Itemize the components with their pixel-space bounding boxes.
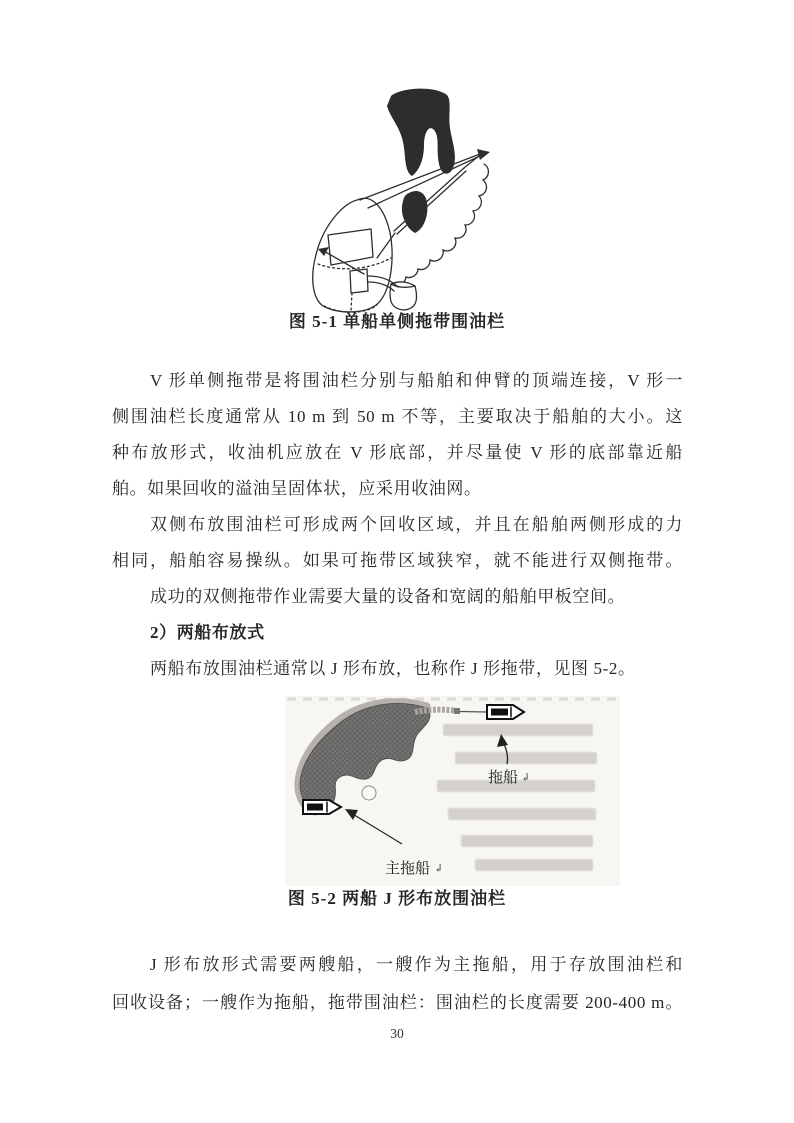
body-text-line: 相同，船舶容易操纵。如果可拖带区域狭窄，就不能进行双侧拖带。 (112, 551, 683, 570)
skimmer-circle (362, 786, 376, 800)
body-text-line: 成功的双侧拖带作业需要大量的设备和宽阔的船舶甲板空间。 (150, 587, 626, 606)
two-ship-j-boom-image (285, 696, 620, 886)
body-text-line: 舶。如果回收的溢油呈固体状，应采用收油网。 (112, 479, 482, 498)
body-text-line: 回收设备；一艘作为拖船，拖带围油栏：围油栏的长度需要 200-400 m。 (112, 993, 683, 1012)
body-text-block (112, 946, 683, 1022)
body-text-line: 种布放形式，收油机应放在 V 形底部，并尽量使 V 形的底部靠近船 (112, 443, 683, 462)
figure-5-1-caption: 图 5-1 单船单侧拖带围油栏 (288, 312, 506, 331)
body-text-line: 双侧布放围油栏可形成两个回收区域，并且在船舶两侧形成的力 (150, 515, 683, 534)
oil-slick-shape (387, 89, 455, 176)
figure-5-2-caption: 图 5-2 两船 J 形布放围油栏 (287, 889, 507, 908)
body-text-line: 两船布放围油栏通常以 J 形布放，也称作 J 形拖带，见图 5-2。 (150, 659, 636, 678)
boom-connector (454, 708, 460, 714)
body-text-block (112, 363, 683, 687)
page-number: 30 (390, 1026, 404, 1041)
tow-line (460, 712, 487, 713)
tug-label: 拖船 (488, 770, 519, 786)
outrigger-tip (477, 149, 490, 160)
single-ship-boom-drawing (294, 88, 499, 313)
return-mark: ↲ (521, 772, 531, 784)
main-tug-label: 主拖船 (385, 861, 431, 877)
return-mark: ↲ (434, 863, 444, 875)
figure-5-1 (294, 88, 499, 313)
section-heading: 2）两船布放式 (150, 623, 265, 642)
body-text-line: V 形单侧拖带是将围油栏分别与船舶和伸臂的顶端连接，V 形一 (150, 371, 683, 390)
figure-5-2 (285, 696, 620, 886)
body-text-line: 侧围油栏长度通常从 10 m 到 50 m 不等，主要取决于船舶的大小。这 (112, 407, 683, 426)
body-text-line: J 形布放形式需要两艘船，一艘作为主拖船，用于存放围油栏和 (150, 955, 683, 974)
